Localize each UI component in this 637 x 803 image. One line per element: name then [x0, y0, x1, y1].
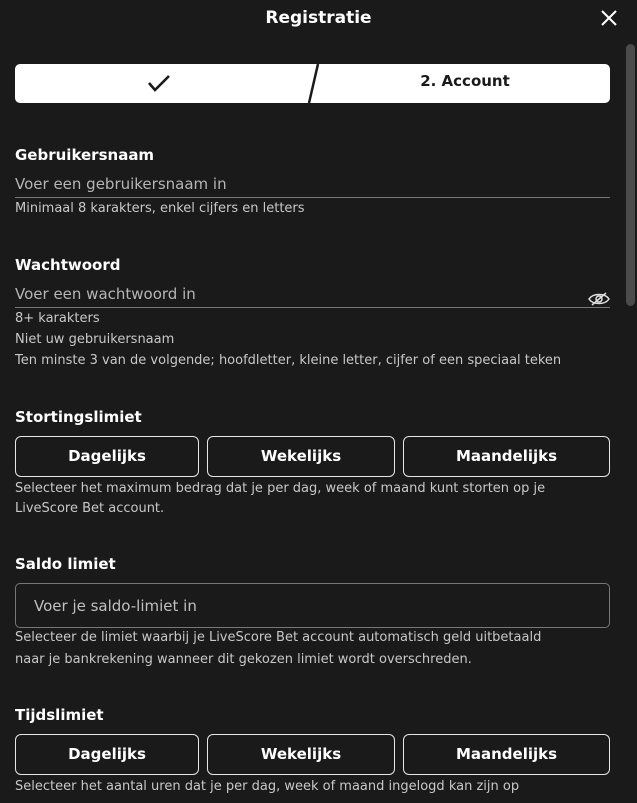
balance-limit-hint-1: Selecteer de limiet waarbij je LiveScore Bet account automatisch geld uitbetaald	[15, 630, 542, 645]
page-title: Registratie	[265, 8, 372, 28]
password-hint-3: Ten minste 3 van de volgende; hoofdletter, kleine letter, cijfer of een speciaal teken	[15, 353, 562, 368]
username-field[interactable]	[15, 172, 610, 198]
balance-limit-hint-2: naar je bankrekening wanneer dit gekozen limiet wordt overschreden.	[15, 652, 472, 667]
username-hint: Minimaal 8 karakters, enkel cijfers en letters	[15, 201, 305, 216]
deposit-monthly-button[interactable]: Maandelijks	[403, 436, 610, 477]
deposit-limit-options	[15, 436, 610, 477]
time-weekly-button[interactable]: Wekelijks	[207, 734, 395, 775]
deposit-limit-label: Stortingslimiet	[15, 408, 142, 426]
deposit-daily-button[interactable]: Dagelijks	[15, 436, 199, 477]
time-daily-button[interactable]: Dagelijks	[15, 734, 199, 775]
password-input[interactable]	[15, 282, 575, 306]
password-hint-1: 8+ karakters	[15, 311, 100, 326]
eye-slash-icon[interactable]	[588, 291, 610, 307]
balance-limit-label: Saldo limiet	[15, 555, 116, 573]
deposit-limit-hint-1: Selecteer het maximum bedrag dat je per dag, week of maand kunt storten op je	[15, 481, 546, 496]
modal-header	[0, 0, 637, 40]
password-hint-2: Niet uw gebruikersnaam	[15, 332, 175, 347]
step-divider	[305, 64, 321, 103]
close-icon[interactable]	[598, 7, 620, 29]
registration-stepper	[15, 64, 610, 103]
time-limit-hint-1: Selecteer het aantal uren dat je per dag, week of maand ingelogd kan zijn op	[15, 779, 520, 794]
password-field[interactable]	[15, 282, 610, 308]
password-label: Wachtwoord	[15, 256, 121, 274]
deposit-limit-hint-2: LiveScore Bet account.	[15, 501, 165, 516]
balance-limit-input[interactable]	[34, 594, 594, 618]
time-limit-options	[15, 734, 610, 775]
time-limit-label: Tijdslimiet	[15, 706, 104, 724]
scrollbar-thumb[interactable]	[626, 44, 635, 306]
deposit-weekly-button[interactable]: Wekelijks	[207, 436, 395, 477]
username-input[interactable]	[15, 172, 575, 196]
step-1-completed[interactable]	[15, 64, 313, 103]
time-monthly-button[interactable]: Maandelijks	[403, 734, 610, 775]
step-2-account[interactable]: 2. Account	[420, 72, 510, 90]
username-label: Gebruikersnaam	[15, 146, 155, 164]
balance-limit-field[interactable]	[15, 583, 610, 628]
checkmark-icon	[147, 73, 171, 93]
